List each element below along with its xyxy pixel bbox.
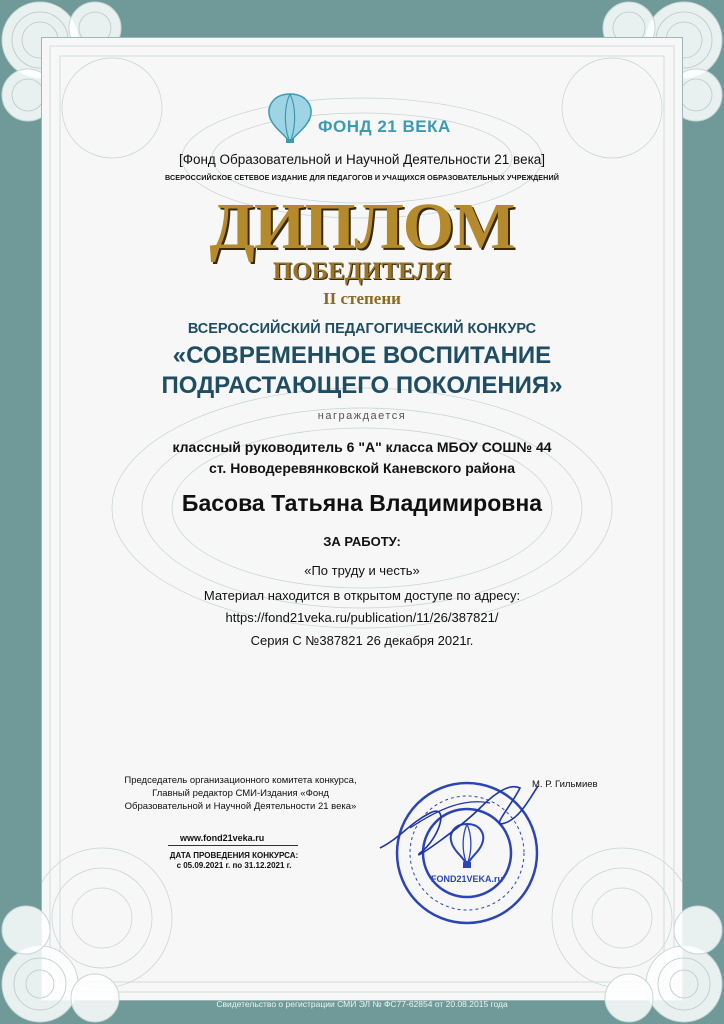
degree-label: II степени <box>323 289 401 308</box>
dates-value: с 05.09.2021 г. по 31.12.2021 г. <box>176 861 292 870</box>
guilloche-background <box>42 38 682 1000</box>
publication-url[interactable]: https://fond21veka.ru/publication/11/26/387821/ <box>225 610 499 625</box>
balloon-logo-icon <box>262 92 318 144</box>
awarded-label: награждается <box>317 410 407 422</box>
chair-line1: Председатель организационного комитета конкурса, <box>124 775 357 786</box>
stamp-text: FOND21VEKA.ru <box>430 874 504 884</box>
work-title: «По труду и честь» <box>304 563 420 578</box>
material-text: Материал находится в открытом доступе по адресу: <box>203 588 521 603</box>
winner-title: ПОБЕДИТЕЛЯ <box>272 258 452 285</box>
recipient-name: Басова Татьяна Владимировна <box>181 490 543 516</box>
chair-line2: Главный редактор СМИ-Издания «Фонд <box>152 788 329 799</box>
contest-name-line2: ПОДРАСТАЮЩЕГО ПОКОЛЕНИЯ» <box>161 372 563 399</box>
logo-text: ФОНД 21 ВЕКА <box>318 117 451 136</box>
contest-type: ВСЕРОССИЙСКИЙ ПЕДАГОГИЧЕСКИЙ КОНКУРС <box>187 321 537 337</box>
website-link[interactable]: www.fond21veka.ru <box>180 833 265 843</box>
contest-name <box>0 341 724 401</box>
diploma-title: ДИПЛОМ <box>209 190 515 263</box>
chair-line3: Образовательной и Научной Деятельности 21 века» <box>124 801 357 812</box>
publication-subtitle: ВСЕРОССИЙСКОЕ СЕТЕВОЕ ИЗДАНИЕ ДЛЯ ПЕДАГОГОВ И УЧАЩИХСЯ ОБРАЗОВАТЕЛЬНЫХ УЧРЕЖДЕНИЙ <box>164 173 560 182</box>
dates-label: ДАТА ПРОВЕДЕНИЯ КОНКУРСА: <box>169 851 299 860</box>
contest-name-line1: «СОВРЕМЕННОЕ ВОСПИТАНИЕ <box>172 342 552 369</box>
series-number: Серия С №387821 26 декабря 2021г. <box>250 633 474 648</box>
diploma-sheet <box>42 38 682 1000</box>
signature-scribble <box>370 768 550 878</box>
chair-title <box>118 774 363 813</box>
website-underline <box>168 845 298 846</box>
contest-dates <box>164 851 304 871</box>
signer-name: М. Р. Гильмиев <box>532 779 598 790</box>
position-line1: классный руководитель 6 "А" класса МБОУ СОШ№ 44 <box>172 439 552 455</box>
position-line2: ст. Новодеревянковской Каневского района <box>209 460 515 476</box>
recipient-position <box>0 437 724 479</box>
registration-footer: Свидетельство о регистрации СМИ ЭЛ № ФС77-62854 от 20.08.2015 года <box>216 999 508 1009</box>
foundation-name: [Фонд Образовательной и Научной Деятельности 21 века] <box>178 152 546 167</box>
work-label: ЗА РАБОТУ: <box>323 534 401 549</box>
